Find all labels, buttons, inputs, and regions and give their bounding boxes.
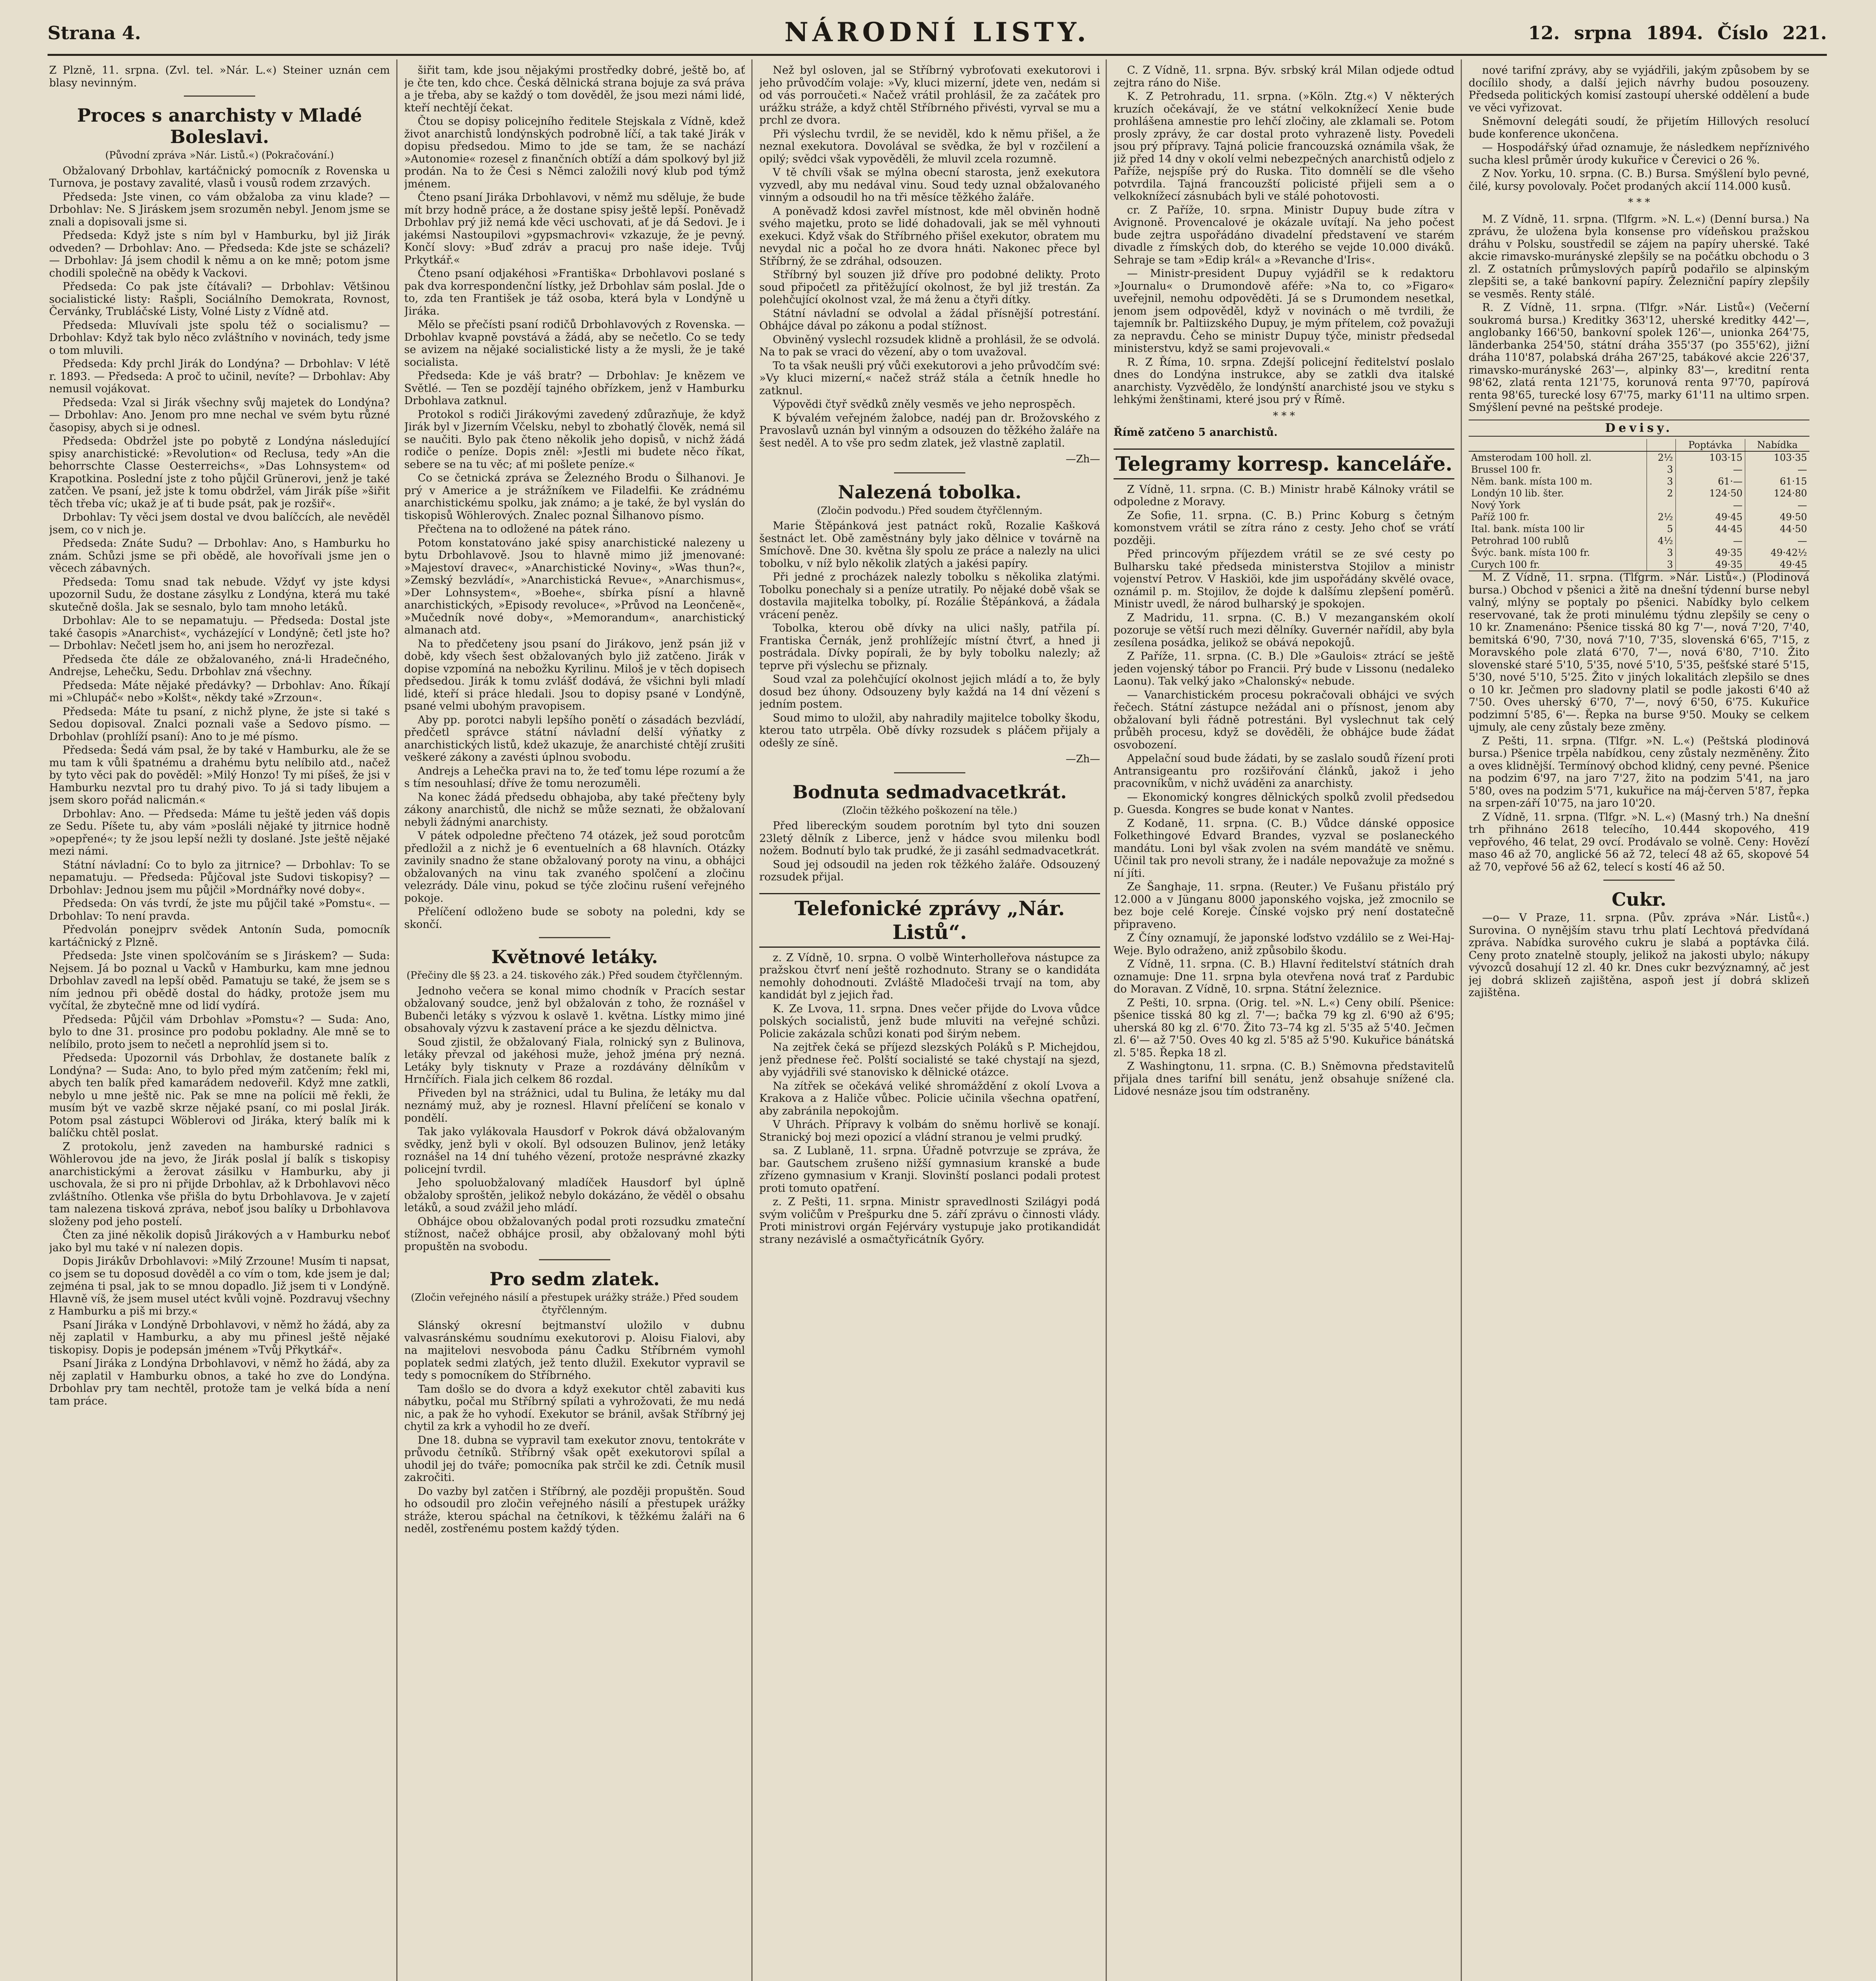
separator xyxy=(539,1259,610,1260)
table-cell: 103·15 xyxy=(1675,451,1745,464)
paragraph: Čtou se dopisy policejního ředitele Stejskala z Vídně, kdež život anarchistů londýnských podrobně líčí, a tak také Jirák v dopisu předsedou. Mimo to jde se tam, že se nachází »Autonomie« rozesel z finančních obtíží a dám spolkový byl již prodán. Na to že Česi s Němci založili nový klub pod týmž jménem. xyxy=(404,115,745,190)
section-title: Cukr. xyxy=(1612,889,1666,910)
paragraph: R. Z Říma, 10. srpna. Zdejší policejní ředitelství poslalo dnes do Londýna instrukce, aby se zatkli dva italské anarchisty. Vyzvědělo, že londýnští anarchisté jsou ve styku s lehkými ženštinami, které jsou prý v Římě. xyxy=(1114,356,1454,406)
paragraph: Výpovědi čtyř svědků zněly vesměs ve jeho neprospěch. xyxy=(773,398,1076,410)
section-title: Telefonické zprávy „Nár. Listů“. xyxy=(759,893,1100,948)
table-cell: Švýc. bank. místa 100 fr. xyxy=(1471,547,1590,558)
paragraph: Při výslechu tvrdil, že se neviděl, kdo k němu přišel, a že neznal exekutora. Dovolával se svědka, že byl v rozčilení a opilý; svědci však vypověděli, že mluvil zcela rozumně. xyxy=(759,128,1100,165)
table-cell: Paříž 100 fr. xyxy=(1471,511,1530,523)
paragraph: R. Z Vídně, 11. srpna. (Tlfgr. »Nár. Listů«) (Večerní soukromá bursa.) Kreditky 363'12, uherské kreditky 442'—, anglobanky 166'50, bankovní spolek 126'—, unionka 264'75, länderbanka 254'50, státní dráha 355'37 (po 355'62), jižní dráha 110'87, polabská dráha 267'25, tabákové akcie 226'37, rimavsko-murányské 263'—, alpinky 83'—, kreditní renta 98'62, zlatá renta 121'75, korunová renta 97'70, papírová renta 98'65, turecké losy 67'75, marky 61'11 na ultimo srpen. Smýšlení pevné na peštské prodeje. xyxy=(1469,302,1809,414)
article-continuation xyxy=(404,64,745,931)
header-rule xyxy=(48,54,1827,56)
article-body xyxy=(49,165,390,1408)
paragraph: šiřit tam, kde jsou nějakými prostředky dobré, ještě bo, ať je čte ten, kdo chce. Česká dělnická strana bojuje za svá práva a je třeba, aby se každý o tom dověděl, že jsou mezi námi lidé, kteří nechtějí čekat. xyxy=(404,64,745,114)
byline: —Zh— xyxy=(1066,453,1100,465)
table-cell: 124·50 xyxy=(1675,487,1745,499)
paragraph: M. Z Vídně, 11. srpna. (Tlfgrm. »Nár. Listů«.) (Plodinová bursa.) Obchod v pšenici a žitě na dnešní týdenní burse nebyl valný, mlýny se poptaly po pšenici. Nabídky bylo celkem reservované, tak že proti minulému týdnu zlepšily se ceny o 10 kr. Znamenáno: Pšenice tisská 80 kg 7'—, nová 7'20, 7'40, bemitská 6'90, 7'30, nová 7'10, 7'35, slovenská 6'65, 7'15, z Moravského pole zlatá 6'70, 7'—, nová 6'80, 7'10. Žito slovenské staré 5'10, 5'35, nové 5'10, 5'35, pešťské staré 5'15, 5'30, nové 5'10, 5'25. Žito v jiných lokalitách zlepšilo se dnes o 10 kr. Ječmen pro sladovny platil se podle jakosti 6'40 až 7'50. Oves uherský 6'70, 7'—, nový 6'50, 6'75. Kukuřice podzimní 5'85, 6'—. Řepka na burse 9'50. Mouky se celkem ujmuly, ale ceny zůstaly beze změny. xyxy=(1469,571,1809,733)
table-header xyxy=(1647,439,1676,451)
paragraph: Předseda: Máte nějaké předávky? — Drbohlav: Ano. Říkají mi »Chlupáč« nebo »Kolšt«, někdy také »Zrzoun«. xyxy=(49,679,390,704)
table-cell: — xyxy=(1745,499,1809,511)
paragraph: Předseda: Upozornil vás Drbohlav, že dostanete balík z Londýna? — Suda: Ano, to bylo před mým zatčením; řekl mi, abych ten balík před kamarádem nedoveřil. Když mne zatkli, nebylo u mne ještě nic. Pak se mne na polícii mě řekli, že musím být ve vazbě skrze nějaké psaní, co mi poslal Jirák. Potom psal zástupci Wöblerovi od Jiráka, který balík mi k balíčku chtěl poslat. xyxy=(49,1052,390,1139)
paragraph: Obviněný vyslechl rozsudek klidně a prohlásil, že se odvolá. Na to pak se vraci do vězení, aby o tom uvažoval. xyxy=(759,333,1100,358)
paragraph: Z protokolu, jenž zaveden na hamburské radnici s Wöhlerovou jde na jevo, že Jirák poslal jí balík s tiskopisy anarchistickými a žerovat zásilku v Hamburku, aby ji uschovala, že si pro ni přijde Drbohlav, až k Drbohlavovi něco zvláštního. Otlenka vše přišla do bytu Drbohlavova. Je v zajetí tam nalezena tisková zpráva, neboť jsou balíky u Drbohlavova složeny pod jeho postelí. xyxy=(49,1140,390,1228)
article-source: (Přečiny dle §§ 23. a 24. tiskového zák.) Před soudem čtyřčlenným. xyxy=(406,970,743,981)
paragraph: Psaní Jiráka z Londýna Drbohlavovi, v němž ho žádá, aby za něj zaplatil v Hamburku obnos, a také ho zve do Londýna. Drbohlav pry tam nechtěl, protože tam je velká bída a není tam práce. xyxy=(49,1357,390,1407)
table-cell: 3 xyxy=(1647,464,1676,475)
table-cell: 2½ xyxy=(1647,451,1676,464)
table-header xyxy=(1469,439,1647,451)
paragraph: Obžalovaný Drbohlav, kartáčnický pomocník z Rovenska u Turnova, je postavy zavalité, vlasů i vousů rodem zrzavých. xyxy=(49,164,390,189)
paragraph: —o— V Praze, 11. srpna. (Pův. zpráva »Nár. Listů«.) Surovina. O nynějším stavu trhu platí Lechtová předvídaná zpráva. Nabídka surového cukru je slabá a poptávka čilá. Ceny proto znatelně stouply, jelikož na jakosti ubylo; nákupy vývozců dosahují 12 zl. 40 kr. Dnes cukr bezvýznamný, ač jest jej dobrá sklizeň zajištěna, aspoň jest jí dobrá sklizeň zajištěna. xyxy=(1469,912,1809,999)
paragraph: Dopis Jirákův Drbohlavovi: »Milý Zrzoune! Musím ti napsat, co jsem se tu doposud dověděl a co vím o tom, kde jsem je dal; zejména ti psal, jak to se mnou dopadlo. Již jsem ti v Londýně. Hlavně víš, že jsem musel utéct kvůli vojně. Pozdravuj všechny z Hamburku a piš mi brzy.« xyxy=(49,1255,390,1317)
column-rule xyxy=(1461,59,1462,1981)
paragraph: Z Washingtonu, 11. srpna. (C. B.) Sněmovna představitelů přijala dnes tarifní bill senátu, jenž obsahuje snížené cla. Lidové nesnáze jsou tím odstraněny. xyxy=(1114,1060,1454,1097)
paragraph: K. Z Petrohradu, 11. srpna. (»Köln. Ztg.«) V některých kruzích očekávají, že ve státní velkoknížecí Xenie bude prohlášena amnestie pro lehčí zločiny, ale zklamali se. Potom prosly zprávy, že car dostal proto vyhrazeně listy. Povedeli jsou prý přípravy. Tajná policie francouzská oznámila však, že již před 14 dny v okolí velmi nebezpečných anarchistů odjelo z Paříže, nejspíše prý do Ruska. Tito domnělí se dle všeho potvrdila. Tajná francouzští policisté přijeli sem a o velkoknížecí zásnubách byli ve stálé pohotovosti. xyxy=(1114,90,1454,202)
paragraph: Předseda: Obdržel jste po pobytě z Londýna následující spisy anarchistické: »Revolution« od Reclusa, tedy »An die behorrschte Classe Oesterreichs«, »Das Lohnsystem« od Krapotkina. Poslední jste z toho půjčil Grünerovi, jenž je také zatčen. Ve psaní, jež jste k tomu obdržel, vám Jirák píše »šiřit těch třeba víc; ukaž je ať ti bude psát, pak je rozšiř«. xyxy=(49,435,390,510)
paragraph: Předseda: Půjčil vám Drbohlav »Pomstu«? — Suda: Ano, bylo to dne 31. prosince pro podobu pokladny. Ale mně se to nelíbilo, proto jsem to nečetl a neprohlíd jsem si to. xyxy=(49,1013,390,1051)
paragraph: Předseda: Mluvívali jste spolu též o socialismu? — Drbohlav: Když tak bylo něco zvláštního v novinách, tedy jsme o tom mluvili. xyxy=(49,319,390,357)
paragraph: Potom konstatováno jaké spisy anarchistické nalezeny u bytu Drbohlavově. Jsou to hlavně mimo již jmenované: »Majestoví dravec«, »Anarchistické Noviny«, »Was thun?«, »Zemský bezvládí«, »Anarchistická Revue«, »Anarchismus«, »Der Lohnsystem«, »Boehe«, sbírka písní a hlavně anarchistických, »Episody revoluce«, »Průvod na Leončeně«, »Mučedník nové doby«, »Memorandum«, anarchistický almanach atd. xyxy=(404,536,745,636)
separator xyxy=(894,472,965,473)
paragraph: Předseda: Šedá vám psal, že by také v Hamburku, ale že se mu tam k vůli špatnému a drahému bytu nelíbilo atd., načež by tyto věci pak do pověděl: »Milý Honzo! Ty mi píšeš, že jsi v Hamburku nezvtal pro tu drahý pivo. To já si tady libujem a jsem skoro pořád nalicmán.« xyxy=(49,744,390,806)
separator xyxy=(894,772,965,773)
paragraph: Z Číny oznamují, že japonské loďstvo vzdálilo se z Wei-Haj-Weje. Bylo odraženo, aniž způsobilo škodu. xyxy=(1114,932,1454,957)
article-title: Květnové letáky. xyxy=(491,946,658,968)
paragraph: — Ministr-president Dupuy vyjádřil se k redaktoru »Journalu« o Drumondově aféře: »Na to, co »Figaro« uveřejnil, nemohu odpověděti. Já se s Drumondem nesetkal, jenom jsem odpověděl, když v novinách o mě tvrdili, že tajemník br. Paltiizského Dupuy, je mým přítelem, což považuji za nepravdu. Čeho se ministr Dupuy týče, ministr předsedal ministerstvu, když se sami projevovali.« xyxy=(1114,267,1454,355)
rates-table-body xyxy=(1469,451,1809,571)
paragraph: Drbohlav: Ale to se nepamatuju. — Předseda: Dostal jste také časopis »Anarchist«, vycházející v Londýně; četl jste ho? — Drbohlav: Nečetl jsem ho, ani jsem ho nerozřezal. xyxy=(49,615,390,652)
table-cell: 44·45 xyxy=(1675,523,1745,535)
table-row xyxy=(1469,511,1809,523)
column-3 xyxy=(759,64,1100,1981)
table-cell: 2½ xyxy=(1647,511,1676,523)
paragraph: Státní návladní se odvolal a žádal přísnější potrestání. Obhájce dával po zákonu a podal stížnost. xyxy=(759,307,1100,332)
table-cell: 61·15 xyxy=(1745,475,1809,487)
paragraph: Na zítřek se očekává veliké shromáždění z okolí Lvova a Krakova a z Haliče vůbec. Policie učinila všechna opatření, aby zabránila nepokojům. xyxy=(759,1080,1100,1117)
paragraph: Čten za jiné několik dopisů Jirákových a v Hamburku neboť jako byl mu také v ní nalezen dopis. xyxy=(49,1229,390,1254)
paragraph: Před libereckým soudem porotním byl tyto dni souzen 23letý dělník z Liberce, jenž v hádce svou milenku bodl nožem. Bodnutí bylo tak prudké, že ji zasáhl sedmadvacetkrát. xyxy=(759,820,1100,857)
table-row xyxy=(1469,464,1809,475)
paragraph: Z Nov. Yorku, 10. srpna. (C. B.) Bursa. Smýšlení bylo pevné, čilé, kursy povolovaly. Počet prodaných akcií 114.000 kusů. xyxy=(1469,168,1809,193)
article-title: Bodnuta sedmadvacetkrát. xyxy=(793,781,1067,803)
article-source: (Původní zpráva »Nár. Listů.«) (Pokračování.) xyxy=(105,149,334,161)
paragraph: — Ekonomický kongres dělnických spolků zvolil předsedou p. Guesda. Kongres se bude konat v Nantes. xyxy=(1114,791,1454,816)
paragraph: z. Z Pešti, 11. srpna. Ministr spravedlnosti Szilágyi podá svým voličům v Prešpurku dne 5. září zprávu o činnosti vlády. Proti ministrovi orgán Fejérváry vystupuje jako protikandidát strany nezávislé a osmačtyřicátník Győry. xyxy=(759,1196,1100,1246)
paragraph: Soud vzal za polehčující okolnost jejich mládí a to, že byly dosud bez úhony. Odsouzeny byly každá na 14 dní vězení s jedním postem. xyxy=(759,673,1100,710)
column-rule xyxy=(1106,59,1107,1981)
article-title: Proces s anarchisty v Mladé Boleslavi. xyxy=(77,105,362,147)
paragraph: Marie Štěpánková jest patnáct roků, Rozalie Kašková šestnáct let. Obě zaměstnány byly jako dělnice v továrně na Smíchově. Dne 30. května šly spolu ze práce a nalezly na ulici tobolku, v níž bylo několik zlatých a jakési papíry. xyxy=(759,520,1100,570)
table-cell: Petrohrad 100 rublů xyxy=(1471,535,1569,546)
column-rule xyxy=(751,59,753,1981)
paragraph: Z Kodaně, 11. srpna. (C. B.) Vůdce dánské opposice Folkethingové Edvard Brandes, vyzval se poslaneckého mandátu. Loni byl však zvolen na svém mandátě ve sněmu. Učinil tak pro nevoli strany, že i nadále nepovažuje za možné s ní jíti. xyxy=(1114,817,1454,880)
table-cell: 49·42½ xyxy=(1745,547,1809,559)
paragraph: Tobolka, kterou obě dívky na ulici našly, patřila pí. Frantiska Černák, jenž prohlížejíc místní čtvrť, a hned ji postrádala. Dívky popírali, že by byly tobolku nalezly; až teprve při výslechu se přiznaly. xyxy=(759,622,1100,672)
paragraph: Z Vídně, 11. srpna. (C. B.) Ministr hrabě Kálnoky vrátil se odpoledne z Moravy. xyxy=(1114,483,1454,508)
paragraph: Appelační soud bude žádati, by se zaslalo soudů řízení proti Antransigeantu pro rozšiřování článků, jakož i jeho pracovníkům, v nichž uváděni za anarchisty. xyxy=(1114,752,1454,790)
table-cell: Něm. bank. místa 100 m. xyxy=(1471,476,1593,487)
paragraph: z. Z Vídně, 10. srpna. O volbě Winterholleřova nástupce za pražskou čtvrť není ještě rozhodnuto. Strany se o kandidáta nemohly dohodnouti. Zvláště Mladočeši trvají na tom, aby kandidát byl z jejich řad. xyxy=(759,951,1100,1001)
column-rule xyxy=(396,59,397,1981)
table-cell: 124·80 xyxy=(1745,487,1809,499)
paragraph: Na konec žádá předsedu obhajoba, aby také přečteny byly zákony anarchistů, dle nichž se může seznati, že obžalovaní nebyli žádnými anarchisty. xyxy=(404,791,745,828)
paragraph: Drbohlav: Ty věci jsem dostal ve dvou balíčcích, ale nevěděl jsem, co v nich je. xyxy=(49,511,390,536)
table-cell: Brussel 100 fr. xyxy=(1471,464,1542,475)
page-number: Strana 4. xyxy=(48,22,141,44)
paragraph: Z Pešti, 11. srpna. (Tlfgr. »N. L.«) (Peštská plodinová bursa.) Pšenice trpěla nabídkou, ceny zůstaly nezměněny. Žito a oves klidnější. Termínový obchod klidný, ceny pevné. Pšenice na podzim 6'97, na jaro 7'27, žito na podzim 5'41, na jaro 5'80, oves na podzim 5'71, kukuřice na máj-červen 5'87, řepka na srpen-září 10'75, na jaro 10'20. xyxy=(1469,735,1809,809)
table-cell: Nový York xyxy=(1471,500,1521,511)
paragraph: Mělo se přečísti psaní rodičů Drbohlavových z Rovenska. — Drbohlav kvapně povstává a žádá, aby se nečetlo. Co se tedy se avizem na nějaké socialistické listy a že mysli, že je také socialista. xyxy=(404,319,745,368)
table-cell: 3 xyxy=(1647,547,1676,559)
paragraph: Tam došlo se do dvora a když exekutor chtěl zabaviti kus nábytku, počal mu Stříbrný spílati a vyhrožovati, že mu nedá nic, a pak že ho vyhodí. Exekutor se bránil, avšak Stříbrný jej chytil za krk a vyhodil ho ze dveří. xyxy=(404,1383,745,1433)
article-title: Nalezená tobolka. xyxy=(838,481,1022,503)
table-header: Nabídka xyxy=(1745,439,1809,451)
paragraph: Soud mimo to uložil, aby nahradily majitelce tobolky škodu, kterou tato utrpěla. Obě dívky rozsudek s pláčem přijaly a odešly ze síně. xyxy=(759,712,1100,749)
paragraph: Předseda: Co pak jste čítávali? — Drbohlav: Většinou socialistické listy: Rašpli, Sociálního Demokrata, Rovnost, Červánky, Trubláčské Listy, Volné Listy z Vídně atd. xyxy=(49,281,390,318)
table-cell: 5 xyxy=(1647,523,1676,535)
table-cell: — xyxy=(1675,535,1745,547)
paragraph: Předseda: Kdy prchl Jirák do Londýna? — Drbohlav: V létě r. 1893. — Předseda: A proč to učinil, nevíte? — Drbohlav: Aby nemusil vojákovat. xyxy=(49,358,390,395)
byline: —Zh— xyxy=(1066,753,1100,765)
paragraph: V pátek odpoledne přečteno 74 otázek, jež soud porotcům předložil a z nichž je 6 eventuelních a 68 hlavních. Otázky zavinily snadno že stane obžalovaný poroty na vinu, a obhájci obžalovaných na vinu tak zvaného spolčení a zločinu velezrády. Dále vinu, pokud se týče zločinu rušení veřejného pokoje. xyxy=(404,830,745,905)
table-cell: 2 xyxy=(1647,487,1676,499)
paragraph: Čteno psaní Jiráka Drbohlavovi, v němž mu sděluje, že bude mít brzy hodně práce, a že dostane spisy ještě lepší. Poněvadž Drbohlav prý již nemá kde věci uschovati, ať je dá Sedovi. Je i jakémsi Nastoupilovi »gypsmachrovi« vzkazuje, že je pevný. Končí slovy: »Buď zdráv a pracuj pro naše ideje. Tvůj Prkytkář.« xyxy=(404,191,745,266)
paragraph: Slánský okresní bejtmanství uložilo v dubnu valvasránskému soudnímu exekutorovi p. Aloisu Fialovi, aby na majitelovi nesvoboda pánu Čadku Stříbrném vymohl poplatek sedmi zlatých, jež tento dlužil. Exekutor vypravil se tedy s pomocníkem do Stříbrného. xyxy=(404,1319,745,1382)
paragraph: Předseda: Kde je váš bratr? — Drbohlav: Je knězem ve Světlé. — Ten se pozdějí tajného obřízkem, jenž v Hamburku Drbohlava zatknul. xyxy=(404,370,745,407)
paragraph: Obhájce obou obžalovaných podal proti rozsudku zmateční stížnost, načež obhájce prosil, aby obžalovaný mohl býti propuštěn na svobodu. xyxy=(404,1215,745,1253)
paragraph: Sněmovní delegáti soudí, že přijetím Hillových resolucí bude konference ukončena. xyxy=(1469,115,1809,140)
table-row xyxy=(1469,547,1809,559)
table-cell: 49·35 xyxy=(1675,559,1745,571)
separator xyxy=(1603,880,1675,881)
paragraph: Soud zjistil, že obžalovaný Fiala, rolnický syn z Bulinova, letáky převzal od jakéhosi muže, jehož jména prý nezná. Letáky byly tisknuty v Praze a rozdávány dělníkům v Hrnčířích. Fiala jich celkem 86 rozdal. xyxy=(404,1036,745,1086)
paragraph: — Hospodářský úřad oznamuje, že následkem nepříznivého sucha klesl průměr úrody kukuřice v Čerevici o 26 %. xyxy=(1469,141,1809,166)
article-source: (Zločin veřejného násilí a přestupek urážky stráže.) Před soudem čtyřčlenným. xyxy=(411,1292,739,1316)
paragraph: Protokol s rodiči Jirákovými zavedený zdůrazňuje, že když Jirák byl v Jizerním Včelsku, nebyl to zbohatlý člověk, nemá sil se naučiti. Bylo pak čteno několik jeho dopisů, v nichž žádá rodiče o peníze. Dopis zněl: »Jestli mi budete něco říkat, sebere se na tu věc; ať mi pošlete peníze.« xyxy=(404,408,745,471)
table-cell: 103·35 xyxy=(1745,451,1809,464)
paragraph: Předseda: Když jste s ním byl v Hamburku, byl již Jirák odveden? — Drbohlav: Ano. — Předseda: Kde jste se scházeli? — Drbohlav: Já jsem chodil k němu a on ke mně; potom jsme chodili společně na obědy k Vackovi. xyxy=(49,229,390,279)
table-cell: 49·45 xyxy=(1745,559,1809,571)
table-cell: 61·— xyxy=(1675,475,1745,487)
table-cell: Amsterodam 100 holl. zl. xyxy=(1471,452,1592,463)
article-source: (Zločin podvodu.) Před soudem čtyřčlenným. xyxy=(817,504,1043,516)
paragraph: K bývalém veřejném žalobce, nadéj pan dr. Brožovského z Pravoslavů uznán byl vinným a odsouzen do těžkého žaláře na šest neděl. A to vše pro sedm zlatek, jež vlastně zaplatil. xyxy=(759,412,1100,449)
paragraph: Z Madridu, 11. srpna. (C. B.) V mezanganském okolí pozoruje se větší ruch mezi dělníky. Guvernér nařídil, aby byla zesílena posádka, jelikož se obává nepokojů. xyxy=(1114,611,1454,649)
table-cell: — xyxy=(1675,464,1745,475)
table-row xyxy=(1469,559,1809,571)
paragraph: Předseda: Jste vinen, co vám obžaloba za vinu klade? — Drbohlav: Ne. S Jiráskem jsem srozuměn nebyl. Jenom jsme se znali a dopisovali jsme si. xyxy=(49,191,390,228)
paragraph: Předseda čte dále ze obžalovaného, zná-li Hradečného, Andrejse, Lehečku, Sedu. Drbohlav zná všechny. xyxy=(49,653,390,678)
paragraph: Při jedné z procházek nalezly tobolku s několika zlatými. Tobolku ponechaly si a peníze utratily. Po nějaké době však se dostavila majitelka tobolky, pí. Rozálie Štěpánková, a žádala vrácení peněz. xyxy=(759,571,1100,621)
paragraph: Římě zatčeno 5 anarchistů. xyxy=(1114,426,1278,439)
table-cell xyxy=(1647,499,1676,511)
paragraph: Z Pešti, 10. srpna. (Orig. tel. »N. L.«) Ceny obilí. Pšenice: pšenice tisská 80 kg zl. 7'—; bačka 79 kg zl. 6'90 až 6'95; uherská 80 kg zl. 6'70. Žito 73–74 kg zl. 5'35 až 5'40. Ječmen zl. 6'— až 7'50. Oves 40 kg zl. 5'85 až 5'90. Kukuřice bánátská zl. 5'85. Řepka 18 zl. xyxy=(1114,996,1454,1059)
stars-divider: * * * xyxy=(1273,410,1295,422)
stars-divider: * * * xyxy=(1628,197,1650,208)
paragraph: To ta však neušli prý vůči exekutorovi a jeho průvodčím své: »Vy kluci mizerní,« načež stráž stála a četník hnedle ho zatknul. xyxy=(759,359,1100,397)
paragraph: Předseda: Tomu snad tak nebude. Vždyť vy jste kdysi upozornil Sudu, že dostane zásylku z Londýna, která mu také skutečně došla. Jak se sesnalo, bylo tam mnoho letáků. xyxy=(49,576,390,613)
table-row xyxy=(1469,475,1809,487)
table-row xyxy=(1469,535,1809,547)
table-header: Poptávka xyxy=(1675,439,1745,451)
paragraph: Přiveden byl na strážnici, udal tu Bulina, že letáky mu dal neznámý muž, aby je roznesl. Hlavní přelíčení se konalo v pondělí. xyxy=(404,1087,745,1124)
section-title: Telegramy korresp. kanceláře. xyxy=(1114,448,1454,479)
paragraph: A poněvadž kdosi zavřel místnost, kde měl obviněn hodně svého majetku, proto se lidé dohadovali, jak se měl vyhnouti exekuci. Když však do Stříbrného přišel exekutor, obratem mu nevydal nic a počal ho ze dvora hnáti. Nakonec přece byl Stříbrný, že se zdráhal, odsouzen. xyxy=(759,205,1100,267)
telegram-plzen: Z Plzně, 11. srpna. (Zvl. tel. »Nár. L.«) Steiner uznán cem blasy nevinným. xyxy=(49,64,390,89)
paragraph: Na to předčeteny jsou psaní do Jirákovo, jenž psán již v době, kdy všech šest obžalovaných bylo již zatčeno. Jirák v dopise vzpomíná na nebožku Kyrilinu. Miloš je v těch dopisech předsedou. Jirák k tomu zvlášť dodává, že všichni byli mladí lidé, kteří si práce hledali. Jsou to dopisy psané v Londýně, psané velmi ubohým pravopisem. xyxy=(404,637,745,712)
paragraph: Předseda: Jste vinen spolčováním se s Jiráskem? — Suda: Nejsem. Já bo poznal u Vacků v Hamburku, kam mne jednou Drbohlav zavedl na lepší oběd. Pamatuju se také, že jsem se s ním jednou při obědě dostal do hádky, protože jsem mu vyčítal, že zbytečně mne od lidí vydírá. xyxy=(49,950,390,1012)
column-5 xyxy=(1469,64,1809,1981)
table-cell: Ital. bank. místa 100 lir xyxy=(1471,523,1584,534)
paragraph: cr. Z Paříže, 10. srpna. Ministr Dupuy bude zítra v Avignoně. Provencalové je okázale uvítají. Na jeho počest bude zejtra uspořádáno divadelní představení ve starém divadle z římských dob, do kterého se vejde 10.000 diváků. Sehraje se tam »Edip král« a »Revanche d'Iris«. xyxy=(1114,204,1454,266)
paragraph: Z Vídně, 11. srpna. (Tlfgr. »N. L.«) (Masný trh.) Na dnešní trh přihnáno 2618 telecího, 10.444 skopového, 419 vepřového, 46 telat, 29 ovcí. Prodávalo se volně. Ceny: Hovězí maso 46 až 70, anglické 56 až 72, telecí 48 až 65, skopové 54 až 70, vepřové 56 až 62, telecí s kostí 46 až 50. xyxy=(1469,811,1809,873)
table-row xyxy=(1469,499,1809,511)
article-title: Pro sedm zlatek. xyxy=(489,1268,660,1290)
table-cell: 3 xyxy=(1647,475,1676,487)
rates-table-title: Devisy. xyxy=(1469,420,1809,437)
table-cell: — xyxy=(1675,499,1745,511)
table-row xyxy=(1469,451,1809,464)
paragraph: C. Z Vídně, 11. srpna. Býv. srbský král Milan odjede odtud zejtra ráno do Niše. xyxy=(1114,64,1454,89)
paragraph: Jeho spoluobžalovaný mladíček Hausdorf byl úplně obžaloby sproštěn, jelikož nebylo dokázáno, že věděl o obsahu letáků, a soud zvážil jeho mládí. xyxy=(404,1177,745,1214)
separator xyxy=(184,95,255,97)
paragraph: Z Paříže, 11. srpna. (C. B.) Dle »Gaulois« ztrácí se ještě jeden vojenský tábor po Francii. Prý bude v Lissonu (nedaleko Laonu). Tak velký jako »Chalonský« nebude. xyxy=(1114,650,1454,687)
table-cell: — xyxy=(1745,464,1809,475)
paragraph: Předvolán ponejprv svědek Antonín Suda, pomocník kartáčnický z Plzně. xyxy=(49,924,390,949)
table-cell: 4½ xyxy=(1647,535,1676,547)
paragraph: Andrejs a Lehečka pravi na to, že teď tomu lépe rozumí a že s tím nesouhlasí; dříve že tomu nerozuměli. xyxy=(404,765,745,790)
paragraph: Jednoho večera se konal mimo chodník v Pracích sestar obžalovaný soudce, jenž byl obžalován z toho, že roznášel v Bubenči letáky s výzvou k oslavě 1. května. Lístky mimo jiné obsahovaly výzvu k zastavení práce a ke sjezdu dělnictva. xyxy=(404,985,745,1034)
article-source: (Zločin těžkého poškození na těle.) xyxy=(842,804,1017,816)
paragraph: nové tarifní zprávy, aby se vyjádřili, jakým způsobem by se docílilo shody, a další jejich návrhy budou posouzeny. Předseda politických komisí zastoupí uherské oddělení a bude ve věci vyřizovat. xyxy=(1469,64,1809,114)
paragraph: Na zejtřek čeká se příjezd slezských Poláků s P. Michejdou, jenž přednese řeč. Polští socialisté se také chystají na sjezd, aby vyjádřili své stanovisko k dělnické otázce. xyxy=(759,1041,1100,1078)
column-1 xyxy=(49,64,390,1981)
exchange-rates-table xyxy=(1469,439,1809,571)
paragraph: sa. Z Lublaně, 11. srpna. Úřadně potvrzuje se zpráva, že bar. Gautschem zrušeno nižší gymnasium kranské a bude zřízeno gymnasium v Kranji. Slovinští poslanci podali protest proti tomuto opatření. xyxy=(759,1145,1100,1195)
table-cell: 3 xyxy=(1647,559,1676,571)
paragraph: Do vazby byl zatčen i Stříbrný, ale později propuštěn. Soud ho odsoudil pro zločin veřejného násilí a přestupek urážky stráže, kterou spáchal na četníkovi, k těžkému žaláři na 6 neděl, zostřenému postem každý týden. xyxy=(404,1485,745,1535)
paragraph: Přelíčení odloženo bude se soboty na poledni, kdy se skončí. xyxy=(404,906,745,931)
column-2 xyxy=(404,64,745,1981)
issue-date: 12. srpna 1894. Číslo 221. xyxy=(1528,22,1827,44)
table-cell: — xyxy=(1745,535,1809,547)
table-cell: Londýn 10 lib. šter. xyxy=(1471,488,1564,499)
paragraph: Drbohlav: Ano. — Předseda: Máme tu ještě jeden váš dopis ze Sedu. Píšete tu, aby vám »posláli nějaké ty jitrnice hodně »opepřené«; ty že jsou lepší nežli ty doslané. Jste ještě nějaké mezi námi. xyxy=(49,807,390,857)
paragraph: V Uhrách. Přípravy k volbám do sněmu horlivě se konají. Stranický boj mezi opozicí a vládní stranou je velmi prudký. xyxy=(759,1118,1100,1143)
paragraph: M. Z Vídně, 11. srpna. (Tlfgrm. »N. L.«) (Denní bursa.) Na zprávu, že uložena byla konsense pro vídeňskou pražskou dráhu v Polsku, soustředil se zájem na papíry uherské. Také akcie rimavsko-murányské zlepšily se na počátku obchodu o 3 zl. Z ostatních průmyslových papírů podařilo se alpinským zlepšiti se, a také bankovní papíry. Železniční papíry zlepšily se vesměs. Renty stálé. xyxy=(1469,213,1809,300)
paragraph: Přečtena na to odložené na pátek ráno. xyxy=(418,523,631,535)
paragraph: K. Ze Lvova, 11. srpna. Dnes večer přijde do Lvova vůdce polských socialistů, jenž bude mluviti na veřejné schůzi. Policie zakázala schůzi konati pod širým nebem. xyxy=(759,1002,1100,1040)
paragraph: Z Vídně, 11. srpna. (C. B.) Hlavní ředitelství státních drah oznamuje: Dne 11. srpna byla otevřena nová trať z Pardubic do Moravan. Z Vídně, 10. srpna. Státní železnice. xyxy=(1114,958,1454,995)
table-cell: 49·45 xyxy=(1675,511,1745,523)
table-cell: Curych 100 fr. xyxy=(1471,559,1540,570)
table-row xyxy=(1469,487,1809,499)
table-row xyxy=(1469,523,1809,535)
paragraph: Předseda: Vzal si Jirák všechny svůj majetek do Londýna? — Drbohlav: Ano. Jenom pro mne nechal ve svém bytu různé časopisy, abych si je odnesl. xyxy=(49,396,390,434)
masthead: NÁRODNÍ LISTY. xyxy=(784,17,1090,48)
paragraph: Co se četnická zpráva se Železného Brodu o Šilhanovi. Je prý v Americe a je strážníkem ve Filadelfii. Ke zrádnému anarchistickému spolku, jak známo; a je také, že byl vyslán do tiskopisů Wöhlerových. Znalec poznal Šilhanovo písmo. xyxy=(404,472,745,522)
table-header-row xyxy=(1469,439,1809,451)
paragraph: Stříbrný byl souzen již dříve pro podobné delikty. Proto soud připočetl za přitěžující okolnost, že byl již trestán. Za polehčující okolnost vzal, že má ženu a čtyři dítky. xyxy=(759,269,1100,306)
paragraph: Dne 18. dubna se vypravil tam exekutor znovu, tentokráte v průvodu četníků. Stříbrný však opět exekutorovi spílal a uhodil jej do tváře; pomocníka pak strčil ke zdi. Četník musil zakročiti. xyxy=(404,1434,745,1484)
page-header xyxy=(48,13,1827,50)
paragraph: Ze Šanghaje, 11. srpna. (Reuter.) Ve Fušanu přistálo prý 12.000 a v Jünganu 8000 japonského vojska, jež zmocnilo se bez boje celé Koreje. Čínské vojsko prý není dostatečně připraveno. xyxy=(1114,881,1454,931)
paragraph: Ze Sofie, 11. srpna. (C. B.) Princ Koburg s četným komonstvem vrátil se zítra ráno z cesty. Jeho choť se vrátí později. xyxy=(1114,509,1454,547)
paragraph: Předseda: Máte tu psaní, z nichž plyne, že jste si také s Sedou dopisoval. Znalci poznali vaše a Sedovo písmo. — Drbohlav (prohlíží psaní): Ano to je mé písmo. xyxy=(49,705,390,743)
paragraph: Před princovým příjezdem vrátil se ze své cesty po Bulharsku také předseda ministerstva Stojilov a ministr vojenství Petrov. V Haskiöi, kde jim uspořádány skvělé ovace, oznámil p. m. Stojilov, že dojde k dalšímu zlepšení poměrů. Ministr uvedl, že národ bulharský je spokojen. xyxy=(1114,548,1454,610)
paragraph: Předseda: Znáte Sudu? — Drbohlav: Ano, s Hamburku ho znám. Schůzi jsme se při obědě, ale hovořívali jsme jen o věcech zábavných. xyxy=(49,537,390,574)
table-cell: 44·50 xyxy=(1745,523,1809,535)
paragraph: Předseda: On vás tvrdí, že jste mu půjčil také »Pomstu«. — Drbohlav: To není pravda. xyxy=(49,897,390,922)
paragraph: Státní návladní: Co to bylo za jitrnice? — Drbohlav: To se nepamatuju. — Předseda: Půjčoval jste Sudovi tiskopisy? — Drbohlav: Jednou jsem mu půjčil »Mordnářky nové doby«. xyxy=(49,859,390,896)
paragraph: Než byl osloven, jal se Stříbrný vybroťovati exekutorovi i jeho průvodčím volaje: »Vy, kluci mizerní, jdete ven, nedám si od vás porroučeti.« Načež vrátil prohlásil, že za začátek pro urážku stráže, a když chtěl Stříbrného přivésti, vyrval se mu a prchl ze dvora. xyxy=(759,64,1100,126)
table-cell: 49·50 xyxy=(1745,511,1809,523)
paragraph: V tě chvíli však se mýlna obecní starosta, jenž exekutora vyzvedl, aby mu nedával vinu. Soud tedy uznal obžalovaného vinným a odsoudil ho na tři měsíce těžkého žaláře. xyxy=(759,166,1100,204)
paragraph: Psaní Jiráka v Londýně Drbohlavovi, v němž ho žádá, aby za něj zaplatil v Hamburku, a aby mu přinesl ještě nějaké tiskopisy. Dopis je podepsán jménem »Tvůj Přkytkář«. xyxy=(49,1319,390,1356)
paragraph: Tak jako vylákovala Hausdorf v Pokrok dává obžalovaným svědky, jenž byli v okolí. Byl odsouzen Bulinov, jenž letáky roznášel na 14 dní tuhého vězení, protože nesprávné zkazky policejní tvrdil. xyxy=(404,1126,745,1176)
column-4 xyxy=(1114,64,1454,1981)
table-cell: 49·35 xyxy=(1675,547,1745,559)
paragraph: Čteno psaní odjakéhosi »Františka« Drbohlavovi poslané s pak dva korrespondenční lístky, jež Drbohlav sám poslal. Jde o to, zda ten František je táž osoba, která byla v Londýně u Jiráka. xyxy=(404,267,745,317)
paragraph: Soud jej odsoudil na jeden rok těžkého žaláře. Odsouzený rozsudek přijal. xyxy=(759,858,1100,883)
paragraph: — Vanarchistickém procesu pokračovali obhájci ve svých řečech. Státní zástupce nežádal ani o přísnost, jenom aby obžalovaní byli řádně potrestáni. Byl vyslechnut tak celý průběh procesu, když se dověděli, že obhájce bude žádat osvobození. xyxy=(1114,689,1454,751)
separator xyxy=(539,937,610,938)
paragraph: Aby pp. porotci nabyli lepšího ponětí o zásadách bezvládí, předčetl správce státní návladní delší výňatky z anarchistických listů, kdež ukazuje, že anarchisté chtějí zrušiti veškeré zákony a zavésti úplnou svobodu. xyxy=(404,714,745,763)
